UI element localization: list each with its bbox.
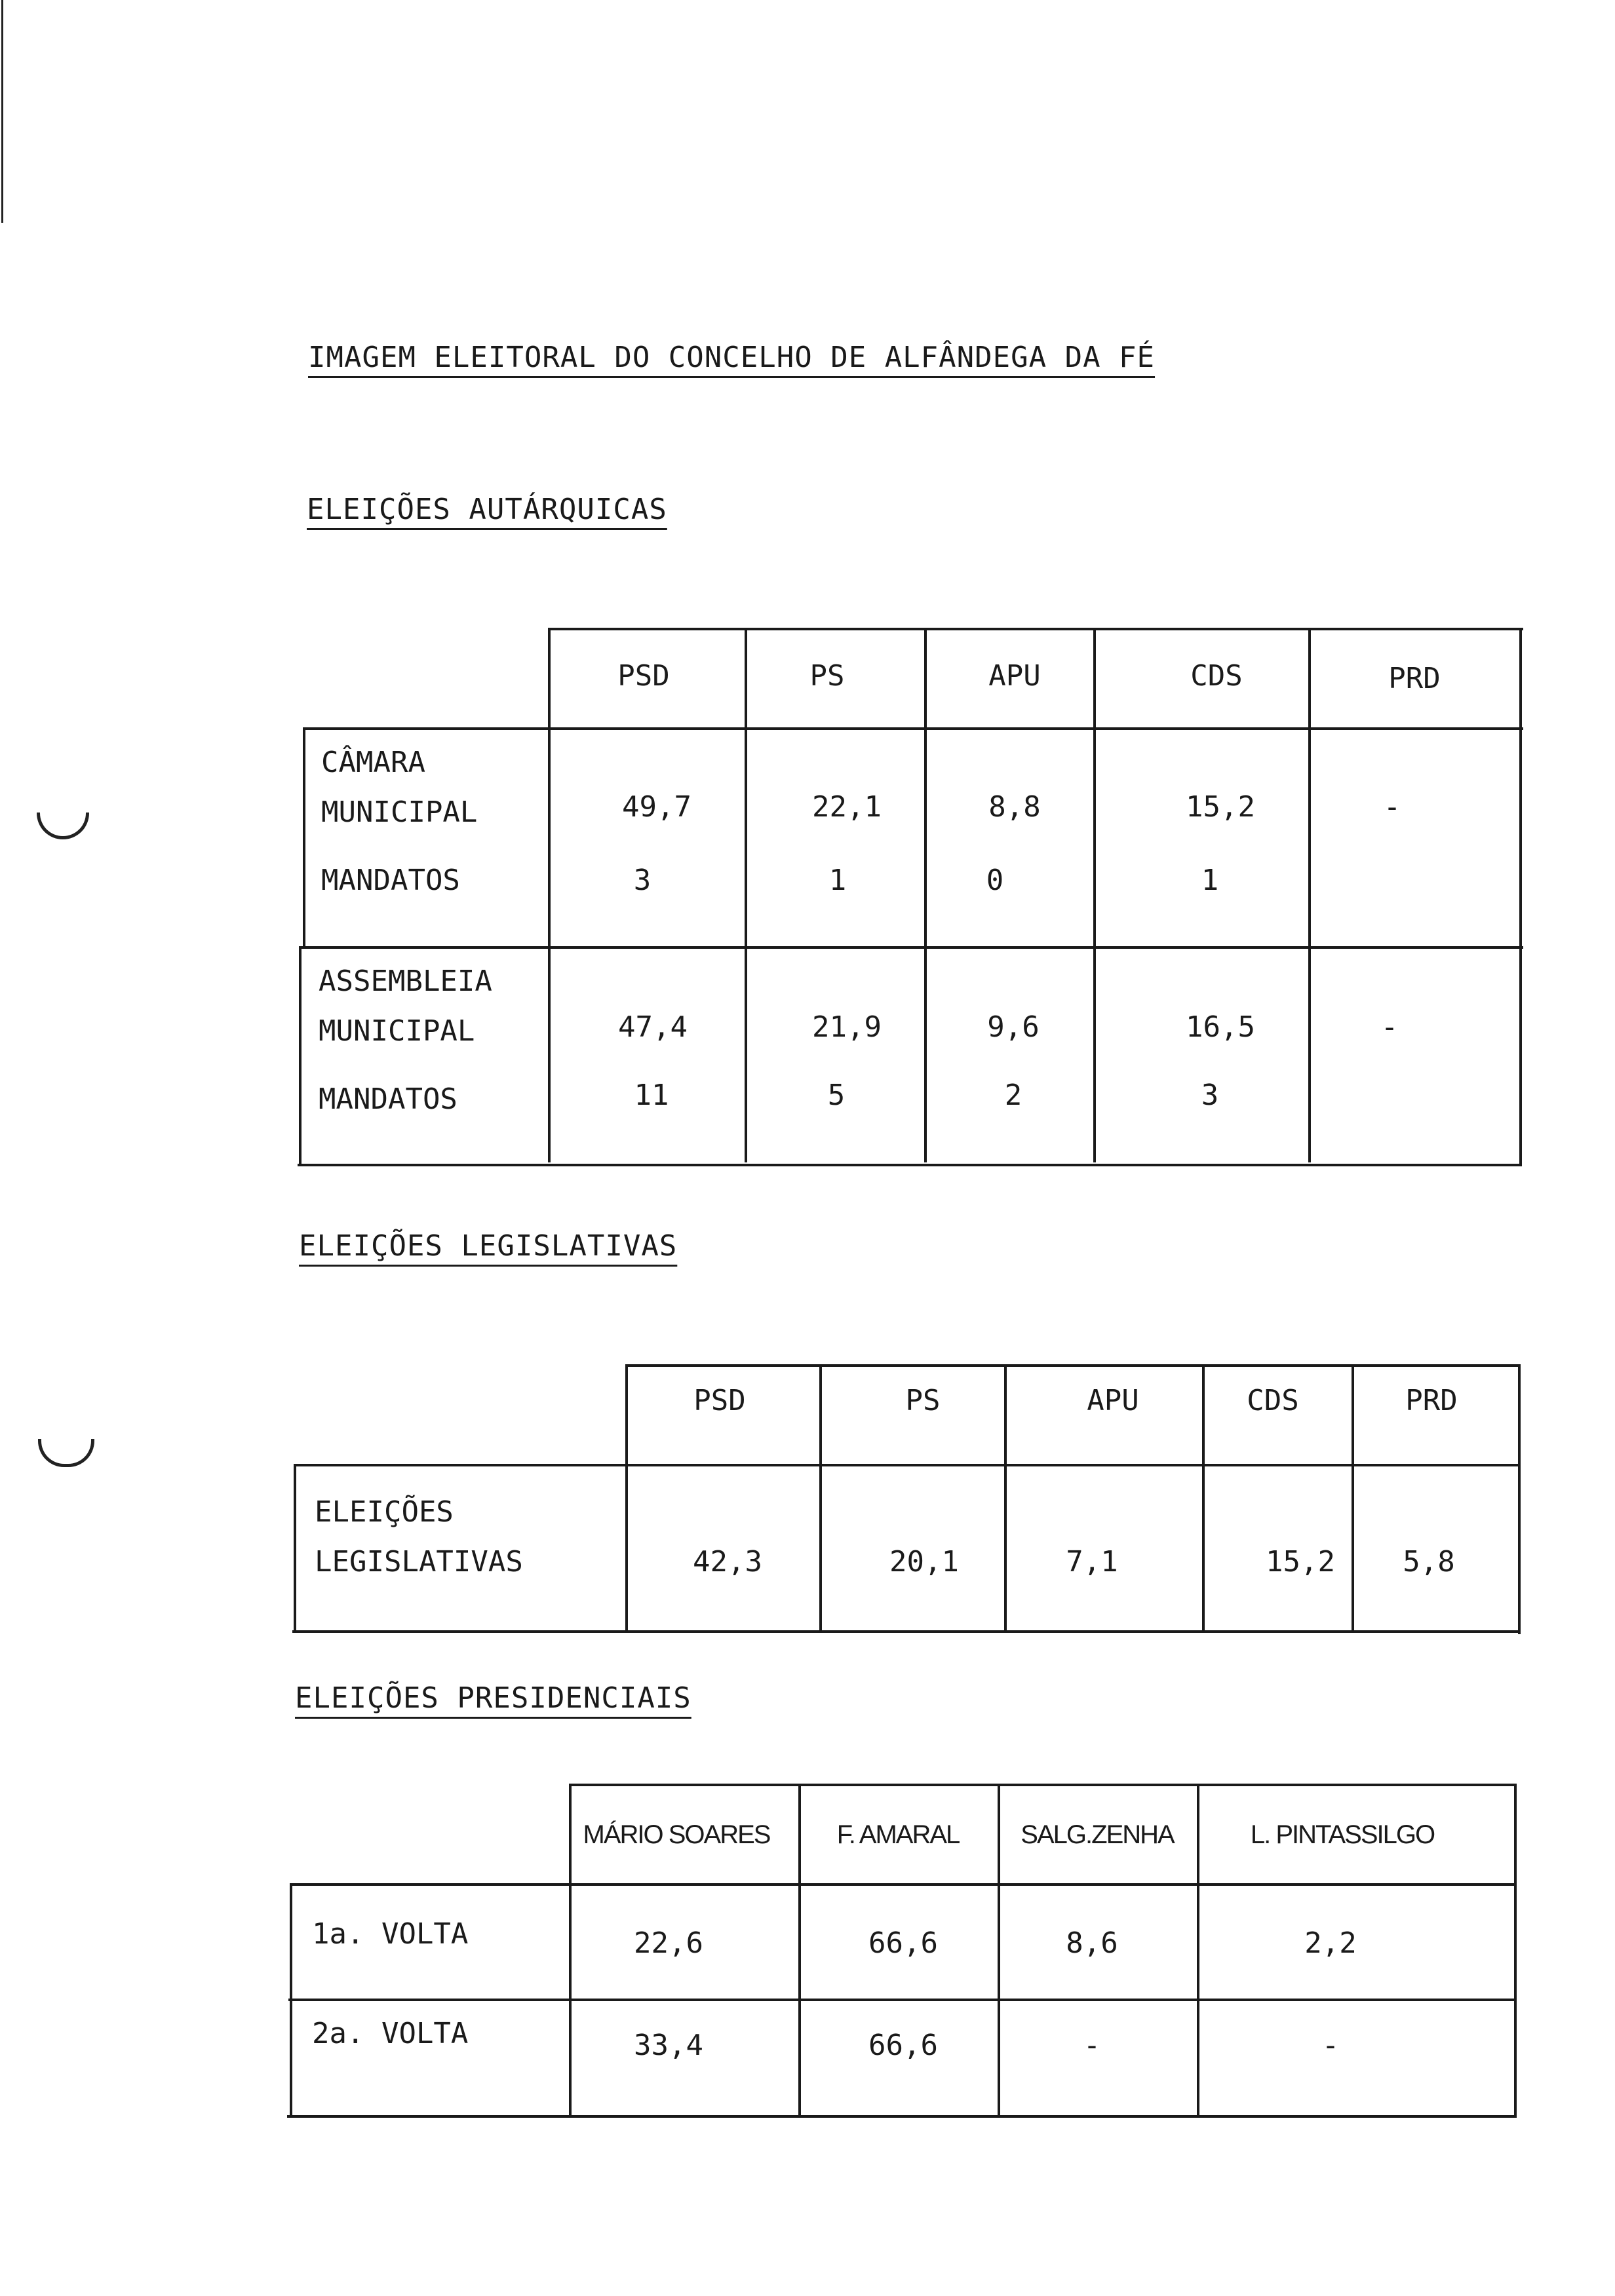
- 2a-volta-value-mario-soares: 33,4: [634, 2029, 703, 2062]
- punch-mark-bottom: [38, 1439, 94, 1467]
- leg-value-cds: 15,2: [1266, 1545, 1335, 1578]
- page-title: IMAGEM ELEITORAL DO CONCELHO DE ALFÂNDEGA DA FÉ: [308, 341, 1156, 374]
- leg-value-apu: 7,1: [1066, 1545, 1118, 1578]
- row-label-camara-municipal: MUNICIPAL: [321, 795, 478, 829]
- camara-value-psd: 49,7: [622, 790, 691, 824]
- section-heading-presidenciais: ELEIÇÕES PRESIDENCIAIS: [295, 1681, 691, 1715]
- assembleia-mandatos-ps: 5: [827, 1079, 846, 1112]
- camara-value-apu: 8,8: [988, 790, 1041, 824]
- assembleia-mandatos-apu: 2: [1004, 1079, 1022, 1112]
- row-label-assembleia-mandatos: MANDATOS: [319, 1082, 457, 1116]
- assembleia-mandatos-psd: 11: [634, 1079, 669, 1112]
- camara-mandatos-cds: 1: [1201, 864, 1219, 897]
- assembleia-value-ps: 21,9: [812, 1010, 882, 1044]
- 1a-volta-value-l-pintassilgo: 2,2: [1304, 1926, 1357, 1960]
- row-label-eleicoes: ELEIÇÕES: [315, 1495, 454, 1529]
- leg-value-ps: 20,1: [889, 1545, 959, 1578]
- camara-value-ps: 22,1: [812, 790, 882, 824]
- pres-column-header-f-amaral: F. AMARAL: [836, 1820, 960, 1849]
- page-edge: [1, 0, 3, 223]
- 1a-volta-value-f-amaral: 66,6: [868, 1926, 938, 1960]
- column-header-cds: CDS: [1190, 659, 1243, 693]
- 2a-volta-value-salg-zenha: -: [1083, 2029, 1101, 2062]
- 2a-volta-value-l-pintassilgo: -: [1321, 2029, 1340, 2062]
- camara-value-prd: -: [1383, 790, 1401, 824]
- assembleia-value-cds: 16,5: [1186, 1010, 1255, 1044]
- section-heading-legislativas: ELEIÇÕES LEGISLATIVAS: [299, 1229, 678, 1263]
- camara-mandatos-psd: 3: [633, 864, 652, 897]
- camara-mandatos-apu: 0: [986, 864, 1004, 897]
- assembleia-mandatos-cds: 3: [1201, 1079, 1219, 1112]
- leg-column-header-ps: PS: [905, 1384, 941, 1417]
- section-heading-autarquicas: ELEIÇÕES AUTÁRQUICAS: [307, 493, 667, 526]
- column-header-psd: PSD: [617, 659, 670, 693]
- leg-column-header-apu: APU: [1087, 1384, 1139, 1417]
- leg-value-prd: 5,8: [1403, 1545, 1455, 1578]
- leg-column-header-cds: CDS: [1247, 1384, 1299, 1417]
- leg-column-header-prd: PRD: [1405, 1384, 1458, 1417]
- row-label-1a-volta: 1a. VOLTA: [312, 1917, 469, 1951]
- row-label-camara: CÂMARA: [321, 746, 425, 779]
- row-label-camara-mandatos: MANDATOS: [321, 864, 460, 897]
- row-label-2a-volta: 2a. VOLTA: [312, 2017, 469, 2050]
- row-label-assembleia: ASSEMBLEIA: [319, 965, 492, 998]
- assembleia-value-prd: -: [1380, 1010, 1399, 1044]
- column-header-prd: PRD: [1388, 662, 1441, 695]
- column-header-ps: PS: [809, 659, 845, 693]
- 1a-volta-value-mario-soares: 22,6: [634, 1926, 703, 1960]
- pres-column-header-mario-soares: MÁRIO SOARES: [583, 1820, 770, 1849]
- assembleia-value-apu: 9,6: [987, 1010, 1040, 1044]
- leg-column-header-psd: PSD: [693, 1384, 746, 1417]
- pres-column-header-salg-zenha: SALG.ZENHA: [1021, 1820, 1174, 1849]
- camara-mandatos-ps: 1: [828, 864, 847, 897]
- row-label-assembleia-municipal: MUNICIPAL: [319, 1014, 475, 1048]
- row-label-legislativas: LEGISLATIVAS: [315, 1545, 523, 1578]
- column-header-apu: APU: [988, 659, 1041, 693]
- punch-mark-top: [37, 813, 89, 839]
- assembleia-value-psd: 47,4: [618, 1010, 688, 1044]
- leg-value-psd: 42,3: [693, 1545, 762, 1578]
- 1a-volta-value-salg-zenha: 8,6: [1066, 1926, 1118, 1960]
- 2a-volta-value-f-amaral: 66,6: [868, 2029, 938, 2062]
- pres-column-header-l-pintassilgo: L. PINTASSILGO: [1250, 1820, 1435, 1849]
- camara-value-cds: 15,2: [1186, 790, 1255, 824]
